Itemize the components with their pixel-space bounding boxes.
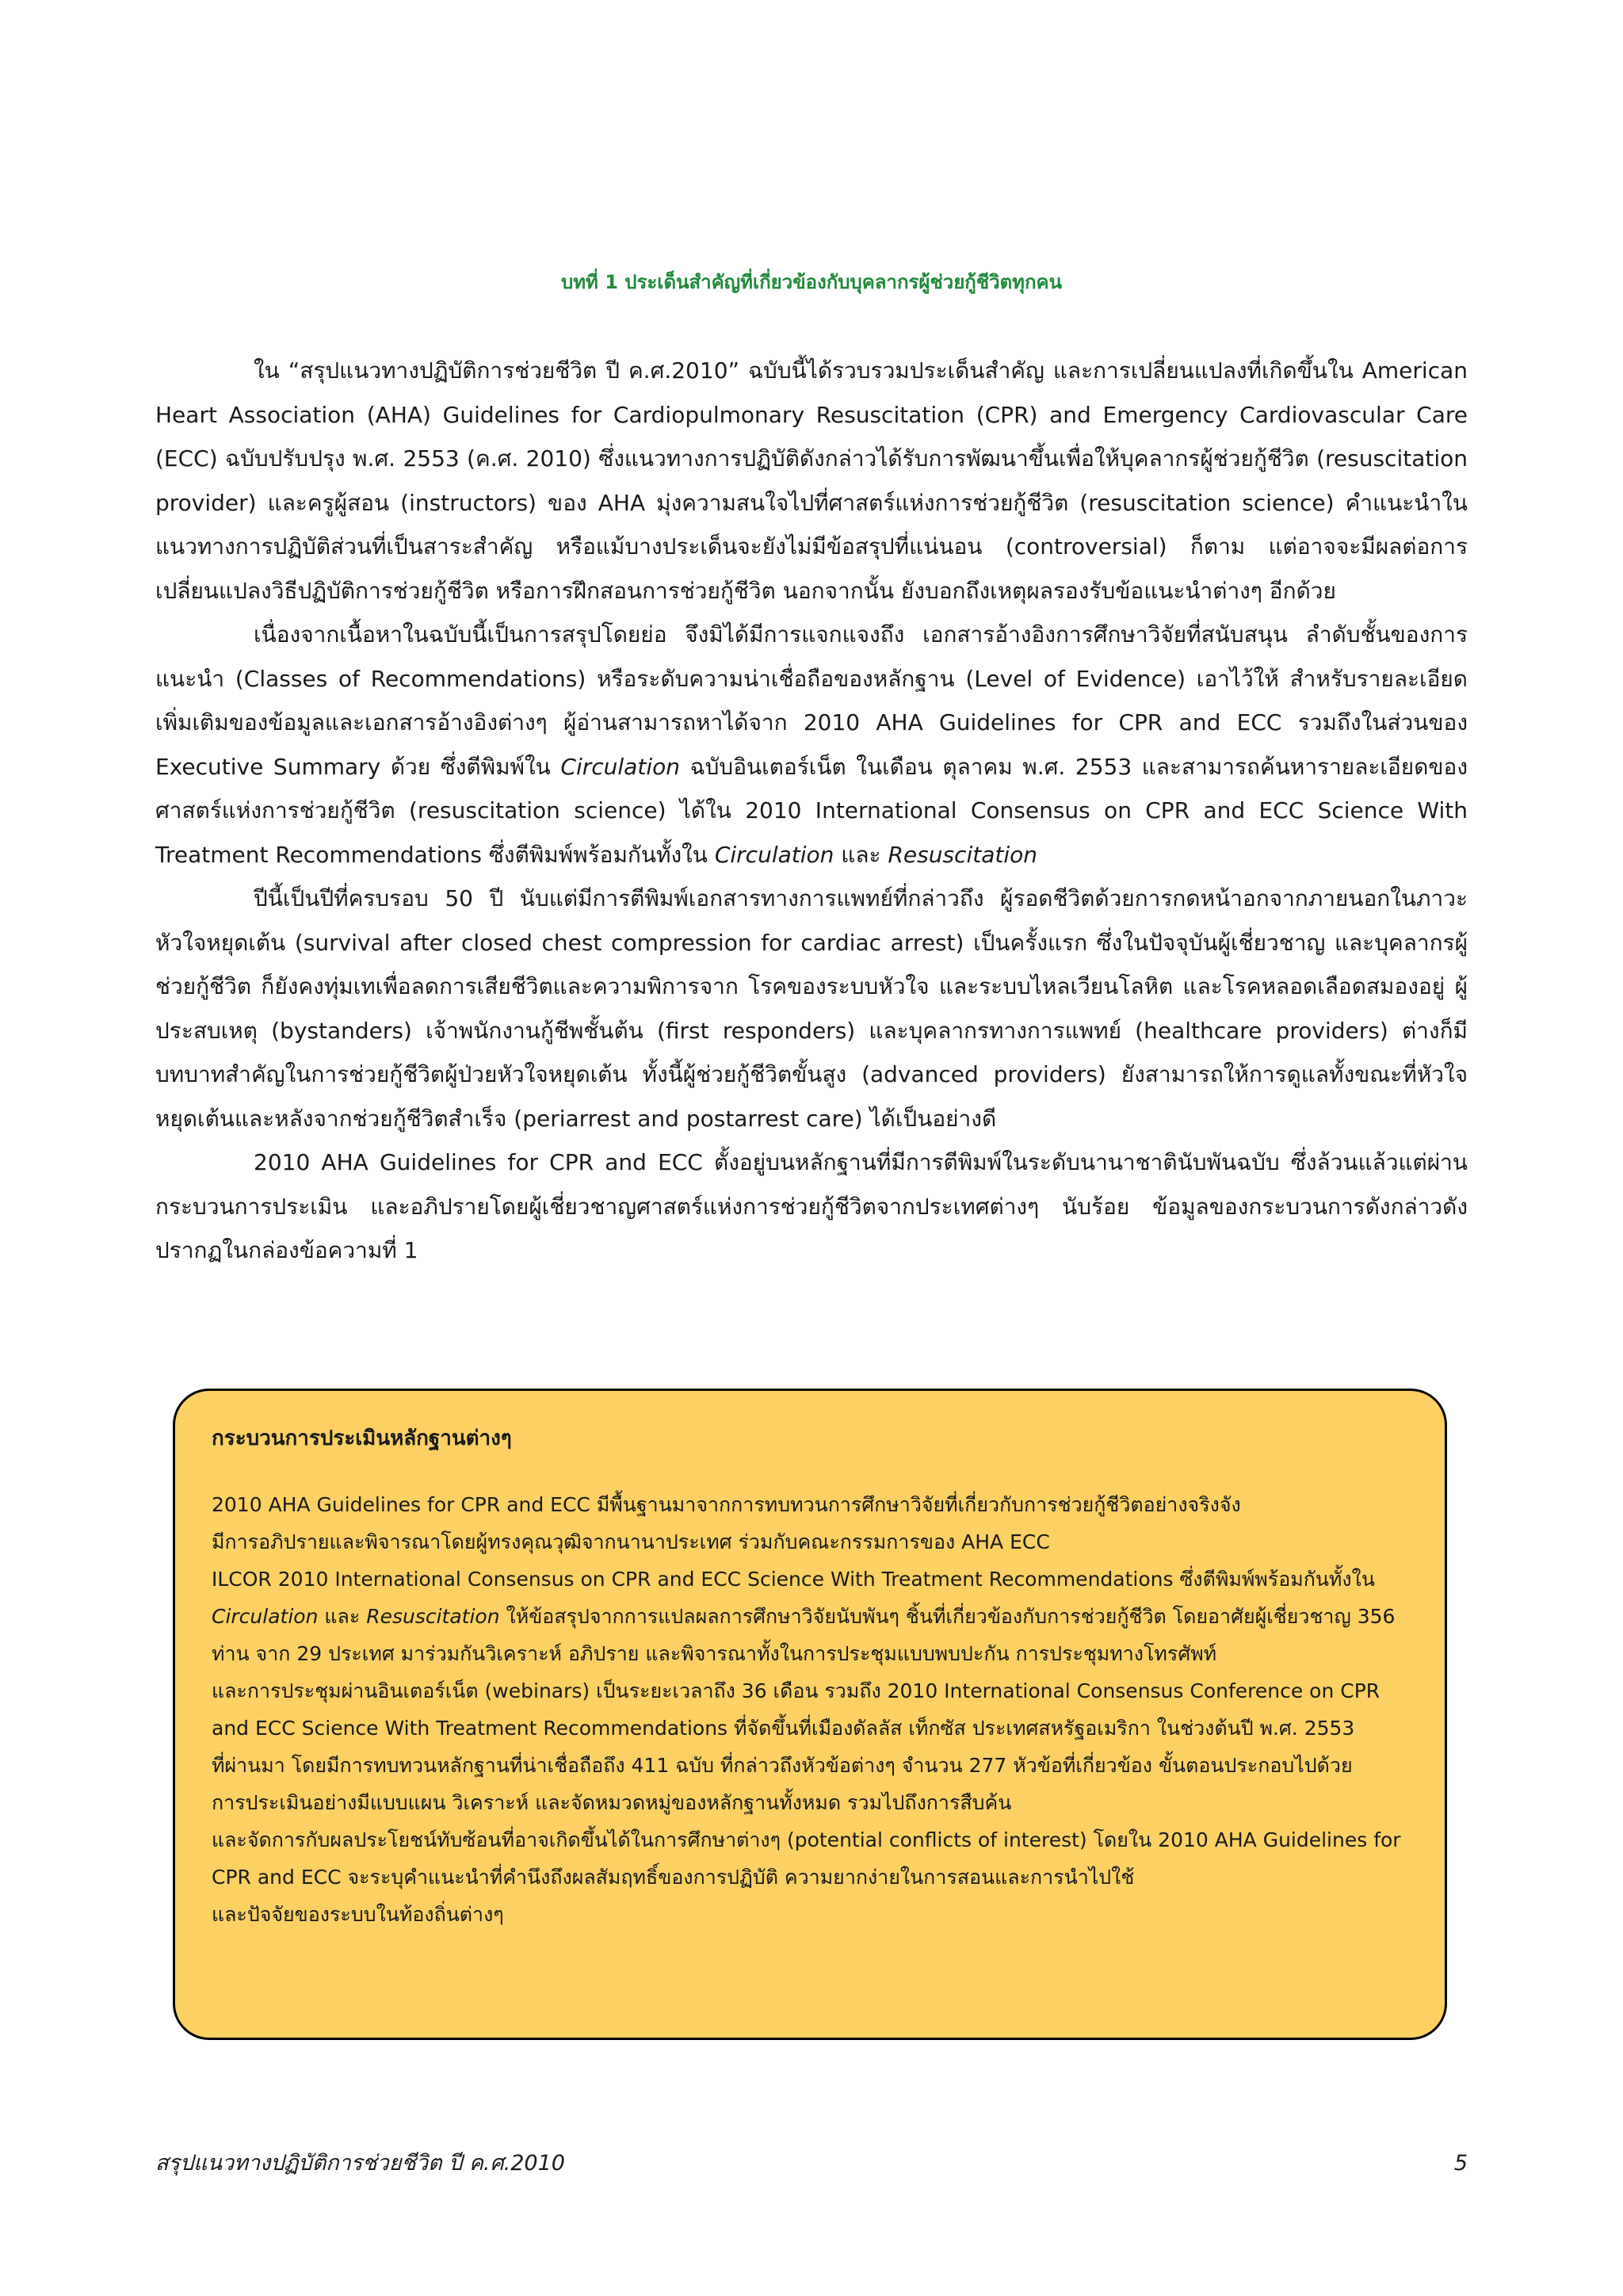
- journal-name-resuscitation: Resuscitation: [888, 841, 1038, 868]
- callout-line: 2010 AHA Guidelines for CPR and ECC มีพื้นฐานมาจากการทบทวนการศึกษาวิจัยที่เกี่ยวกับการช่วยกู้ชีวิตอย่างจริงจัง: [212, 1493, 1241, 1516]
- callout-line: CPR and ECC จะระบุคำแนะนำที่คำนึงถึงผลสัมฤทธิ์ของการปฏิบัติ ความยากง่ายในการสอนและการนำไปใช้: [212, 1866, 1135, 1889]
- callout-heading: กระบวนการประเมินหลักฐานต่างๆ: [212, 1427, 512, 1450]
- paragraph-references: [155, 613, 1468, 877]
- callout-line: และปัจจัยของระบบในท้องถิ่นต่างๆ: [212, 1903, 504, 1926]
- callout-journal-circulation: Circulation: [212, 1605, 319, 1628]
- paragraph-intro: ใน “สรุปแนวทางปฏิบัติการช่วยชีวิต ปี ค.ศ.2010” ฉบับนี้ได้รวบรวมประเด็นสำคัญ และการเปลี่ยนแปลงที่เกิดขึ้นใน American Heart Association (AHA) Guidelines for Cardiopulmonary Resuscitation (CPR) and Emergency Cardiovascular Care (ECC) ฉบับปรับปรุง พ.ศ. 2553 (ค.ศ. 2010) ซึ่งแนวทางการปฏิบัติดังกล่าวได้รับการพัฒนาขึ้นเพื่อให้บุคลากรผู้ช่วยกู้ชีวิต (resuscitation provider) และครูผู้สอน (instructors) ของ AHA มุ่งความสนใจไปที่ศาสตร์แห่งการช่วยกู้ชีวิต (resuscitation science) คำแนะนำในแนวทางการปฏิบัติส่วนที่เป็นสาระสำคัญ หรือแม้บางประเด็นจะยังไม่มีข้อสรุปที่แน่นอน (controversial) ก็ตาม แต่อาจจะมีผลต่อการเปลี่ยนแปลงวิธีปฏิบัติการช่วยกู้ชีวิต หรือการฝึกสอนการช่วยกู้ชีวิต นอกจากนั้น ยังบอกถึงเหตุผลรองรับข้อแนะนำต่างๆ อีกด้วย: [155, 357, 1468, 604]
- callout-line: และการประชุมผ่านอินเตอร์เน็ต (webinars) เป็นระยะเวลาถึง 36 เดือน รวมถึง 2010 International Consensus Conference on CPR: [212, 1679, 1381, 1702]
- paragraph-references-part-b: ฉบับอินเตอร์เน็ต ในเดือน ตุลาคม พ.ศ. 2553 และสามารถค้นหารายละเอียดของศาสตร์แห่งการช่วยกู้ชีวิต (resuscitation science) ได้ใน 2010 International Consensus on CPR and ECC Science With Treatment Recommendations ซึ่งตีพิมพ์พร้อมกันทั้งใน: [155, 753, 1468, 868]
- callout-journal-resuscitation: Resuscitation: [366, 1605, 500, 1628]
- callout-line-rest: ให้ข้อสรุปจากการแปลผลการศึกษาวิจัยนับพันๆ ชิ้นที่เกี่ยวข้องกับการช่วยกู้ชีวิต โดยอาศัยผู้เชี่ยวชาญ 356: [499, 1605, 1396, 1628]
- callout-line: และจัดการกับผลประโยชน์ทับซ้อนที่อาจเกิดขึ้นได้ในการศึกษาต่างๆ (potential conflicts of interest) โดยใน 2010 AHA Guidelines for: [212, 1828, 1401, 1851]
- page-number: 5: [1453, 2151, 1468, 2176]
- callout-line: ท่าน จาก 29 ประเทศ มาร่วมกันวิเคราะห์ อภิปราย และพิจารณาทั้งในการประชุมแบบพบปะกัน การประชุมทางโทรศัพท์: [212, 1642, 1217, 1665]
- paragraph-guidelines-basis: 2010 AHA Guidelines for CPR and ECC ตั้งอยู่บนหลักฐานที่มีการตีพิมพ์ในระดับนานาชาตินับพันฉบับ ซึ่งล้วนแล้วแต่ผ่านกระบวนการประเมิน และอภิปรายโดยผู้เชี่ยวชาญศาสตร์แห่งการช่วยกู้ชีวิตจากประเทศต่างๆ นับร้อย ข้อมูลของกระบวนการดังกล่าวดังปรากฏในกล่องข้อความที่ 1: [155, 1149, 1468, 1263]
- paragraph-anniversary: ปีนี้เป็นปีที่ครบรอบ 50 ปี นับแต่มีการตีพิมพ์เอกสารทางการแพทย์ที่กล่าวถึง ผู้รอดชีวิตด้วยการกดหน้าอกจากภายนอกในภาวะหัวใจหยุดเต้น (survival after closed chest compression for cardiac arrest) เป็นครั้งแรก ซึ่งในปัจจุบันผู้เชี่ยวชาญ และบุคลากรผู้ช่วยกู้ชีวิต ก็ยังคงทุ่มเทเพื่อลดการเสียชีวิตและความพิการจาก โรคของระบบหัวใจ และระบบไหลเวียนโลหิต และโรคหลอดเลือดสมองอยู่ ผู้ประสบเหตุ (bystanders) เจ้าพนักงานกู้ชีพชั้นต้น (first responders) และบุคลากรทางการแพทย์ (healthcare providers) ต่างก็มีบทบาทสำคัญในการช่วยกู้ชีวิตผู้ป่วยหัวใจหยุดเต้น ทั้งนี้ผู้ช่วยกู้ชีวิตขั้นสูง (advanced providers) ยังสามารถให้การดูแลทั้งขณะที่หัวใจหยุดเต้นและหลังจากช่วยกู้ชีวิตสำเร็จ (periarrest and postarrest care) ได้เป็นอย่างดี: [155, 885, 1468, 1132]
- body-text: [155, 349, 1468, 1273]
- callout-line: ILCOR 2010 International Consensus on CPR and ECC Science With Treatment Recommendations ซึ่งตีพิมพ์พร้อมกันทั้งใน: [212, 1568, 1375, 1591]
- page-title: บทที่ 1 ประเด็นสำคัญที่เกี่ยวข้องกับบุคลากรผู้ช่วยกู้ชีวิตทุกคน: [560, 271, 1062, 294]
- callout-line: ที่ผ่านมา โดยมีการทบทวนหลักฐานที่น่าเชื่อถือถึง 411 ฉบับ ที่กล่าวถึงหัวข้อต่างๆ จำนวน 277 หัวข้อที่เกี่ยวข้อง ขั้นตอนประกอบไปด้วย: [212, 1754, 1353, 1777]
- callout-box-evidence-process: [173, 1389, 1447, 2040]
- callout-line-journals: [212, 1598, 1408, 1635]
- callout-line: การประเมินอย่างมีแบบแผน วิเคราะห์ และจัดหมวดหมู่ของหลักฐานทั้งหมด รวมไปถึงการสืบค้น: [212, 1791, 1012, 1814]
- callout-line: มีการอภิปรายและพิจารณาโดยผู้ทรงคุณวุฒิจากนานาประเทศ ร่วมกับคณะกรรมการของ AHA ECC: [212, 1530, 1050, 1553]
- paragraph-references-part-a: เนื่องจากเนื้อหาในฉบับนี้เป็นการสรุปโดยย่อ จึงมิได้มีการแจกแจงถึง เอกสารอ้างอิงการศึกษาวิจัยที่สนับสนุน ลำดับชั้นของการแนะนำ (Classes of Recommendations) หรือระดับความน่าเชื่อถือของหลักฐาน (Level of Evidence) เอาไว้ให้ สำหรับรายละเอียดเพิ่มเติมของข้อมูลและเอกสารอ้างอิงต่างๆ ผู้อ่านสามารถหาได้จาก 2010 AHA Guidelines for CPR and ECC รวมถึงในส่วนของ Executive Summary ด้วย ซึ่งตีพิมพ์ใน: [155, 621, 1468, 780]
- paragraph-references-conjunction: และ: [834, 841, 888, 868]
- callout-conjunction: และ: [318, 1605, 367, 1628]
- footer-document-title: สรุปแนวทางปฏิบัติการช่วยชีวิต ปี ค.ศ.2010: [155, 2151, 565, 2176]
- journal-name-circulation: Circulation: [560, 753, 680, 780]
- journal-name-circulation-2: Circulation: [714, 841, 834, 868]
- callout-line: and ECC Science With Treatment Recommendations ที่จัดขึ้นที่เมืองดัลลัส เท็กซัส ประเทศสหรัฐอเมริกา ในช่วงต้นปี พ.ศ. 2553: [212, 1717, 1355, 1740]
